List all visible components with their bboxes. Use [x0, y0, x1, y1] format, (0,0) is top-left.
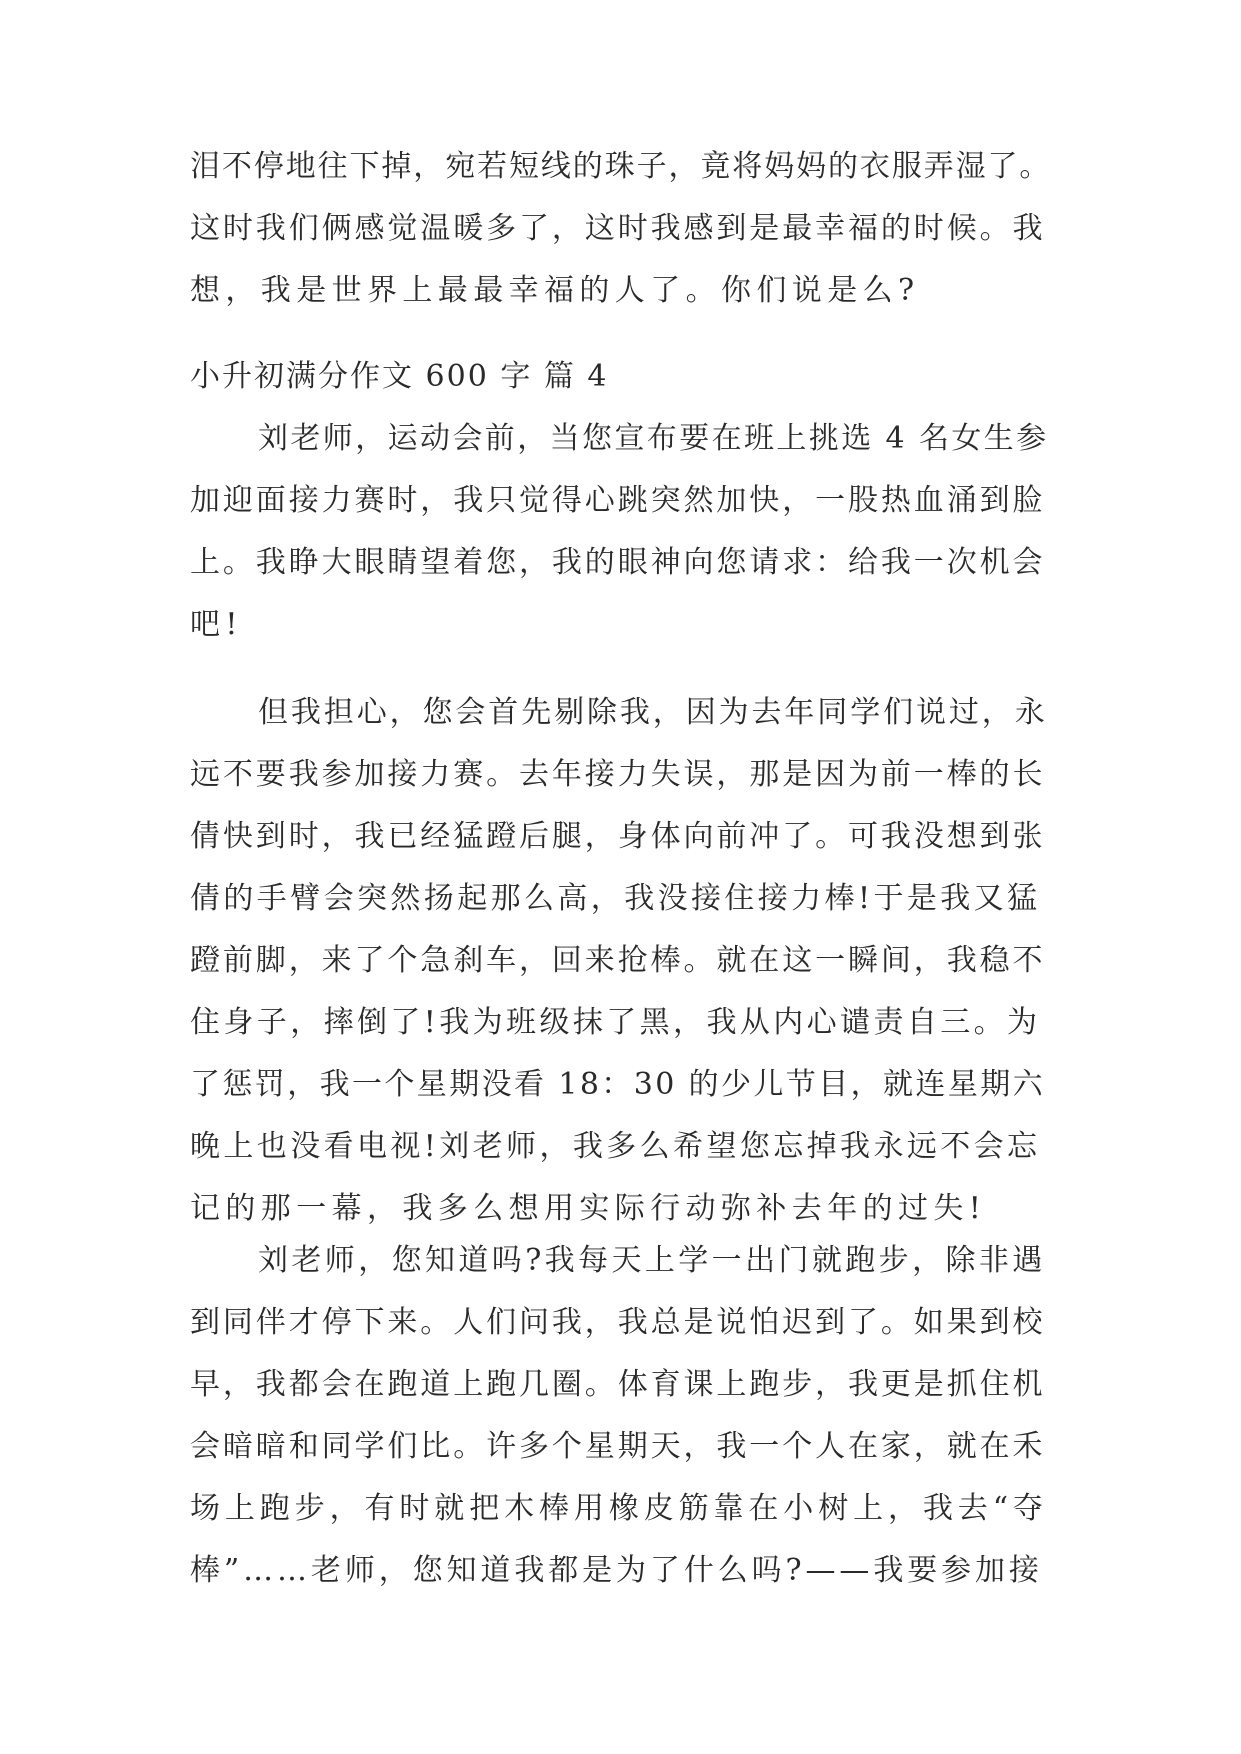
text-line: 早，我都会在跑道上跑几圈。体育课上跑步，我更是抓住机 [190, 1367, 1046, 1402]
text-line: 晚上也没看电视!刘老师，我多么希望您忘掉我永远不会忘 [190, 1129, 1041, 1164]
text-line: 远不要我参加接力赛。去年接力失误，那是因为前一棒的长 [190, 757, 1046, 792]
text-line: 上。我睁大眼睛望着您，我的眼神向您请求：给我一次机会 [190, 545, 1046, 580]
text-line: 棒”……老师，您知道我都是为了什么吗?——我要参加接 [190, 1553, 1043, 1588]
text-line: 了惩罚，我一个星期没看 18：30 的少儿节目，就连星期六 [190, 1067, 1046, 1102]
text-line: 这时我们俩感觉温暖多了，这时我感到是最幸福的时候。我 [190, 211, 1046, 246]
text-line: 刘老师，您知道吗?我每天上学一出门就跑步，除非遇 [258, 1243, 1046, 1278]
text-line: 倩的手臂会突然扬起那么高，我没接住接力棒!于是我又猛 [190, 881, 1041, 916]
text-line: 到同伴才停下来。人们问我，我总是说怕迟到了。如果到校 [190, 1305, 1046, 1340]
text-line: 记的那一幕，我多么想用实际行动弥补去年的过失! [190, 1191, 987, 1226]
text-line: 倩快到时，我已经猛蹬后腿，身体向前冲了。可我没想到张 [190, 819, 1046, 854]
paragraph-2 [190, 682, 1052, 1240]
text-line: 想，我是世界上最最幸福的人了。你们说是么? [190, 273, 920, 308]
text-line: 刘老师，运动会前，当您宣布要在班上挑选 4 名女生参 [258, 421, 1049, 456]
text-line: 吧! [190, 607, 243, 642]
text-line: 加迎面接力赛时，我只觉得心跳突然加快，一股热血涌到脸 [190, 483, 1046, 518]
text-line: 泪不停地往下掉，宛若短线的珠子，竟将妈妈的衣服弄湿了。 [190, 149, 1052, 184]
text-line: 住身子，摔倒了!我为班级抹了黑，我从内心谴责自三。为 [190, 1005, 1041, 1040]
section-title: 小升初满分作文 600 字 篇 4 [190, 359, 609, 394]
text-line: 但我担心，您会首先剔除我，因为去年同学们说过，永 [258, 695, 1048, 730]
text-line: 场上跑步，有时就把木棒用橡皮筋靠在小树上，我去“夺 [190, 1491, 1048, 1526]
text-line: 蹬前脚，来了个急刹车，回来抢棒。就在这一瞬间，我稳不 [190, 943, 1046, 978]
section-heading [190, 346, 1052, 408]
text-line: 会暗暗和同学们比。许多个星期天，我一个人在家，就在禾 [190, 1429, 1046, 1464]
intro-paragraph [190, 136, 1052, 322]
paragraph-1 [190, 408, 1052, 656]
paragraph-3 [190, 1230, 1052, 1602]
